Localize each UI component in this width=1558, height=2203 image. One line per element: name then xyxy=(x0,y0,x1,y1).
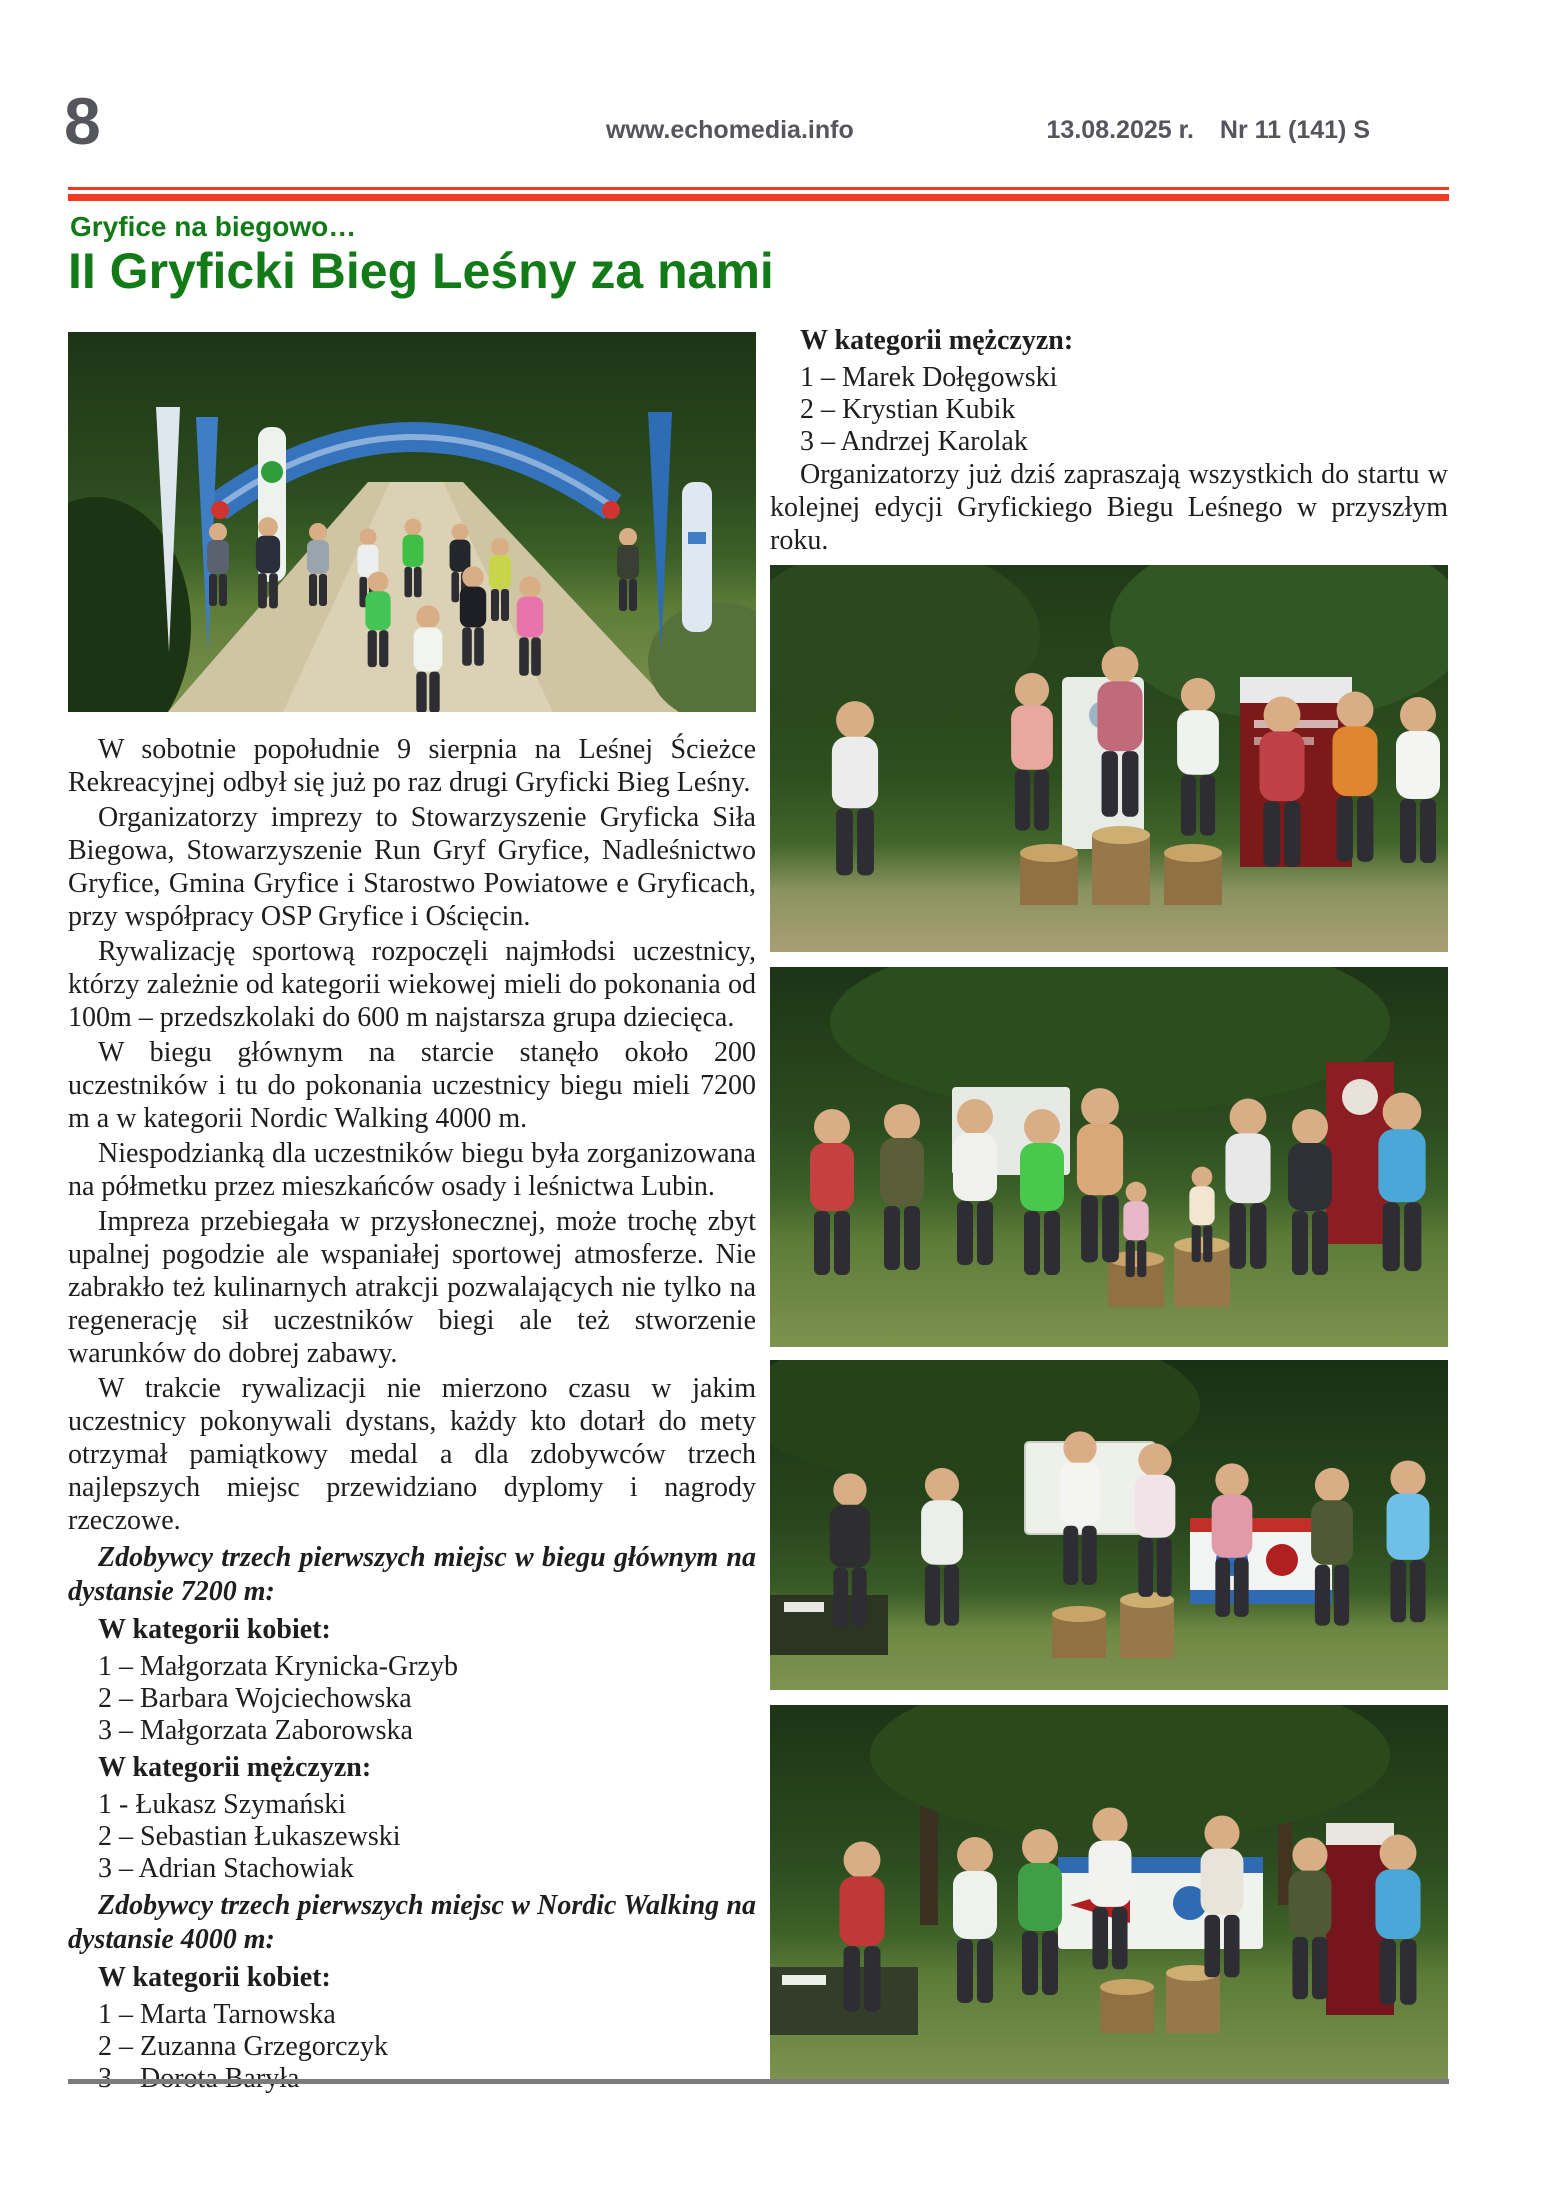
results-item: 3 – Małgorzata Zaborowska xyxy=(98,1715,413,1746)
footer-rule xyxy=(68,2079,1449,2084)
body-paragraph: W trakcie rywalizacji nie mierzono czasu w jakim uczestnicy pokonywali dystans, każdy kto dotarł do mety otrzymał pamiątkowy medal a dla zdobywców trzech najlepszych miejsc przewidziano dyplomy i nagrody rzeczowe. xyxy=(68,1373,756,1536)
photo-podium-women-scene xyxy=(770,565,1448,952)
body-paragraph: Niespodzianką dla uczestników biegu była zorganizowana na półmetku przez mieszkańców osady i leśnictwa Lubin. xyxy=(68,1138,756,1202)
issue-date: 13.08.2025 r. xyxy=(1046,116,1194,144)
site-url: www.echomedia.info xyxy=(606,116,854,144)
results-item: 1 – Małgorzata Krynicka-Grzyb xyxy=(98,1651,458,1682)
results-item: 2 – Barbara Wojciechowska xyxy=(98,1683,412,1714)
body-paragraph: W biegu głównym na starcie stanęło około 200 uczestników i tu do pokonania uczestnicy biegu mieli 7200 m a w kategorii Nordic Walking 4000 m. xyxy=(68,1037,756,1134)
results-main-intro: Zdobywcy trzech pierwszych miejsc w biegu głównym na dystansie 7200 m: xyxy=(68,1542,756,1607)
results-nordic-intro: Zdobywcy trzech pierwszych miejsc w Nordic Walking na dystansie 4000 m: xyxy=(68,1890,756,1955)
results-item: 3 – Andrzej Karolak xyxy=(800,426,1028,457)
category-heading-men: W kategorii mężczyzn: xyxy=(800,325,1074,356)
closing-paragraph: Organizatorzy już dziś zapraszają wszystkich do startu w kolejnej edycji Gryfickiego Biegu Leśnego w przyszłym roku. xyxy=(770,459,1448,556)
results-item: 2 – Zuzanna Grzegorczyk xyxy=(98,2031,388,2062)
issue-number: Nr 11 (141) S xyxy=(1219,116,1370,144)
photo-podium-kids xyxy=(770,967,1448,1347)
photo-podium-women xyxy=(770,565,1448,952)
category-heading-women: W kategorii kobiet: xyxy=(98,1614,331,1645)
photo-group-finish xyxy=(770,1705,1448,2083)
left-column xyxy=(68,332,756,2095)
results-item: 2 – Krystian Kubik xyxy=(800,394,1016,425)
page-number: 8 xyxy=(64,84,102,158)
body-paragraph: Rywalizację sportową rozpoczęli najmłodsi uczestnicy, którzy zależnie od kategorii wiekowej mieli do pokonania od 100m – przedszkolaki do 600 m najstarsza grupa dziecięca. xyxy=(68,936,756,1033)
body-paragraph: Organizatorzy imprezy to Stowarzyszenie Gryficka Siła Biegowa, Stowarzyszenie Run Gryf Gryfice, Nadleśnictwo Gryfice, Gmina Gryfice i Starostwo Powiatowe e Gryficach, przy współpracy OSP Gryfice i Ościęcin. xyxy=(68,802,756,932)
photo-race-start xyxy=(68,332,756,712)
article-kicker: Gryfice na biegowo… xyxy=(70,211,357,242)
body-paragraph: W sobotnie popołudnie 9 sierpnia na Leśnej Ścieżce Rekreacyjnej odbył się już po raz drugi Gryficki Bieg Leśny. xyxy=(68,734,756,798)
photo-podium-kids-scene xyxy=(770,967,1448,1347)
header-rule-thin xyxy=(68,187,1449,190)
results-item: 1 – Marek Dołęgowski xyxy=(800,362,1058,393)
category-heading-men: W kategorii mężczyzn: xyxy=(98,1752,372,1783)
issue-info xyxy=(1035,118,1370,143)
right-column xyxy=(770,320,1448,2083)
photo-podium-banners xyxy=(770,1360,1448,1690)
results-item: 1 – Marta Tarnowska xyxy=(98,1999,336,2030)
results-item: 3 – Adrian Stachowiak xyxy=(98,1853,354,1884)
article-headline: II Gryficki Bieg Leśny za nami xyxy=(68,243,774,299)
results-item: 2 – Sebastian Łukaszewski xyxy=(98,1821,401,1852)
category-heading-women: W kategorii kobiet: xyxy=(98,1962,331,1993)
photo-podium-banners-scene xyxy=(770,1360,1448,1690)
results-item: 1 - Łukasz Szymański xyxy=(98,1789,347,1820)
body-paragraph: Impreza przebiegała w przysłonecznej, może trochę zbyt upalnej pogodzie ale wspaniałej sportowej atmosferze. Nie zabrakło też kulinarnych atrakcji pozwalających nie tylko na regenerację sił uczestników biegi ale też stworzenie warunków do dobrej zabawy. xyxy=(68,1206,756,1369)
photo-group-finish-scene xyxy=(770,1705,1448,2083)
header-rule-thick xyxy=(68,194,1449,201)
photo-race-start-scene xyxy=(68,332,756,712)
